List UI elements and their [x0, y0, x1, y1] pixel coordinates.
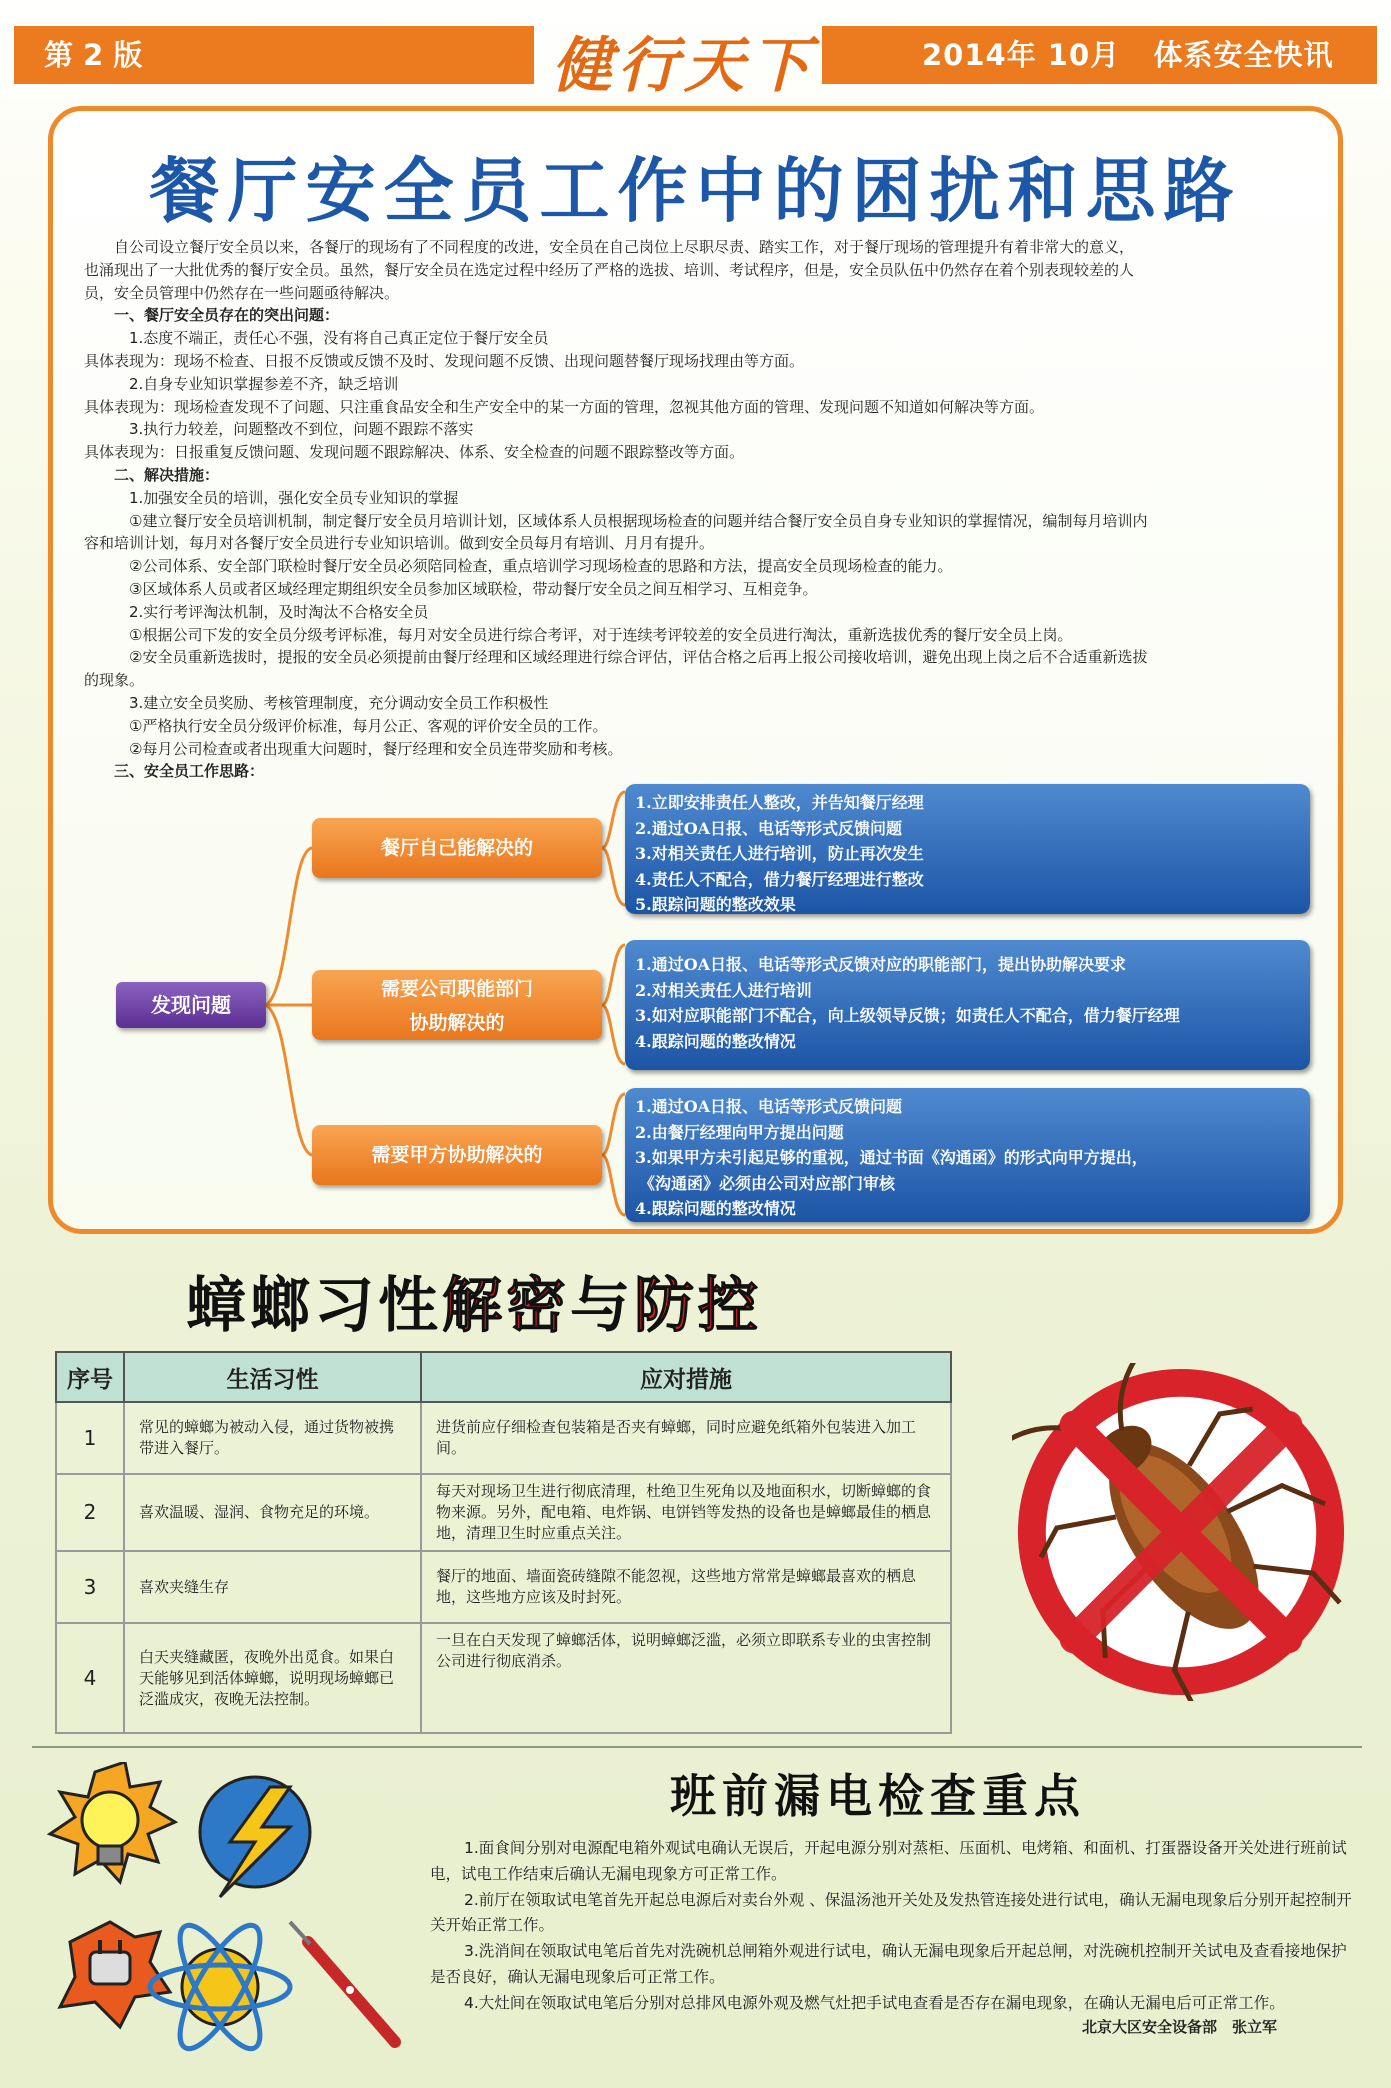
test-pen-icon [290, 1922, 395, 2042]
paragraph: 3.洗消间在领取试电笔后首先对洗碗机总闸箱外观进行试电，确认无漏电现象后开起总闸，对洗碗机控制开关试电及查看接地保护是否良好，确认无漏电现象后可正常工作。 [430, 1942, 1347, 1986]
list-item: 3.如果甲方未引起足够的重视，通过书面《沟通函》的形式向甲方提出， [635, 1148, 1148, 1167]
paragraph: 1.态度不端正，责任心不强，没有将自己真正定位于餐厅安全员 [84, 329, 549, 348]
list-item: 4.跟踪问题的整改情况 [635, 1199, 796, 1218]
branch-label: 需要甲方协助解决的 [371, 1144, 543, 1166]
paragraph: ②安全员重新选拔时，提报的安全员必须提前由餐厅经理和区域经理进行综合评估，评估合格之后再上报公司接收培训，避免出现上岗之后不合适重新选拔 [84, 648, 1148, 667]
plug-icon [60, 1922, 170, 2027]
paragraph: ①根据公司下发的安全员分级考评标准，每月对安全员进行综合考评，对于连续考评较差的安全员进行淘汰，重新选拔优秀的餐厅安全员上岗。 [84, 625, 1073, 644]
paragraph: 2.自身专业知识掌握参差不齐，缺乏培训 [84, 374, 399, 393]
light-bulb-icon [50, 1762, 175, 1882]
paragraph: ③区域体系人员或者区域经理定期组织安全员参加区域联检，带动餐厅安全员之间互相学习、互相竞争。 [84, 579, 818, 598]
table-row [56, 1623, 951, 1733]
atom-icon [150, 1915, 290, 2058]
row-number: 1 [56, 1402, 124, 1474]
title-part: 与 [570, 1271, 634, 1341]
section-heading: 二、解决措施： [84, 465, 220, 484]
paragraph: 具体表现为：日报重复反馈问题、发现问题不跟踪解决、体系、安全检查的问题不跟踪整改等方面。 [84, 443, 745, 462]
paragraph: 2.实行考评淘汰机制，及时淘汰不合格安全员 [84, 602, 429, 621]
list-item: 2.通过OA日报、电话等形式反馈问题 [635, 818, 903, 838]
section-name: 体系安全快讯 [1153, 38, 1334, 72]
masthead-title: 健行天下 [552, 31, 816, 101]
article-body [84, 236, 1374, 783]
list-item: 5.跟踪问题的整改效果 [635, 895, 796, 914]
habit-cell: 喜欢夹缝生存 [124, 1551, 421, 1623]
mindmap-root: 发现问题 [116, 982, 266, 1028]
paragraph: 也涌现出了一大批优秀的餐厅安全员。虽然，餐厅安全员在选定过程中经历了严格的选拔、培训、考试程序，但是，安全员队伍中仍然存在着个别表现较差的人 [84, 260, 1135, 279]
paragraph: 4.大灶间在领取试电笔后分别对总排风电源外观及燃气灶把手试电查看是否存在漏电现象，在确认无漏电后可正常工作。 [464, 1993, 1285, 2012]
habit-cell: 白天夹缝藏匿，夜晚外出觅食。如果白天能够见到活体蟑螂，说明现场蟑螂已泛滥成灾，夜晚无法控制。 [124, 1623, 421, 1733]
paragraph: 自公司设立餐厅安全员以来，各餐厅的现场有了不同程度的改进，安全员在自己岗位上尽职尽责、踏实工作，对于餐厅现场的管理提升有着非常大的意义， [84, 238, 1135, 256]
section-heading: 一、餐厅安全员存在的突出问题： [84, 306, 340, 325]
paragraph: ②每月公司检查或者出现重大问题时，餐厅经理和安全员连带奖励和考核。 [84, 739, 623, 758]
issue-date: 2014年 10月 [922, 38, 1121, 72]
issue-info [822, 26, 1377, 84]
author-signature: 北京大区安全设备部 张立军 [1082, 2018, 1278, 2036]
row-number: 2 [56, 1474, 124, 1551]
table-row [56, 1402, 951, 1474]
title-part: 蟑螂习性 [186, 1271, 442, 1341]
row-number: 3 [56, 1551, 124, 1623]
table-row [56, 1551, 951, 1623]
paragraph: 3.建立安全员奖励、考核管理制度，充分调动安全员工作积极性 [84, 693, 549, 712]
row-number: 4 [56, 1623, 124, 1733]
branch-label: 需要公司职能部门 [380, 978, 533, 1000]
leakage-title: 班前漏电检查重点 [670, 1769, 1086, 1823]
branch-label: 餐厅自己能解决的 [380, 837, 533, 859]
measure-cell: 进货前应仔细检查包装箱是否夹有蟑螂，同时应避免纸箱外包装进入加工间。 [421, 1402, 951, 1474]
mindmap-branch-client [312, 1125, 602, 1185]
list-item: 4.责任人不配合，借力餐厅经理进行整改 [635, 869, 924, 889]
paragraph: ①严格执行安全员分级评价标准，每月公正、客观的评价安全员的工作。 [84, 716, 608, 735]
edition-label: 第 2 版 [14, 26, 534, 84]
section-heading: 三、安全员工作思路： [84, 762, 265, 781]
list-item: 3.对相关责任人进行培训，防止再次发生 [635, 844, 924, 863]
list-item: 3.如对应职能部门不配合，向上级领导反馈；如责任人不配合，借力餐厅经理 [635, 1006, 1180, 1025]
list-item: 1.通过OA日报、电话等形式反馈问题 [635, 1097, 903, 1116]
mindmap-list-company [625, 940, 1310, 1070]
measure-cell: 一旦在白天发现了蟑螂活体，说明蟑螂泛滥，必须立即联系专业的虫害控制公司进行彻底消杀。 [421, 1623, 951, 1733]
measure-cell: 每天对现场卫生进行彻底清理，杜绝卫生死角以及地面积水，切断蟑螂的食物来源。另外，配电箱、电炸锅、电饼铛等发热的设备也是蟑螂最佳的栖息地，清理卫生时应重点关注。 [421, 1474, 951, 1551]
paragraph: 2.前厅在领取试电笔首先开起总电源后对卖台外观 、保温汤池开关处及发热管连接处进行试电，确认无漏电现象后分别开起控制开关开始正常工作。 [430, 1890, 1352, 1935]
column-header: 应对措施 [421, 1352, 951, 1402]
paragraph: 容和培训计划，每月对各餐厅安全员进行专业知识培训。做到安全员每月有培训、月月有提升。 [84, 534, 715, 553]
title-part: 解密 [442, 1271, 570, 1341]
list-item: 4.跟踪问题的整改情况 [635, 1031, 796, 1051]
paragraph: ②公司体系、安全部门联检时餐厅安全员必须陪同检查，重点培训学习现场检查的思路和方法，提高安全员现场检查的能力。 [84, 557, 953, 576]
table-row [56, 1474, 951, 1551]
paragraph: ①建立餐厅安全员培训机制，制定餐厅安全员月培训计划，区域体系人员根据现场检查的问题并结合餐厅安全员自身专业知识的掌握情况，编制每月培训内 [84, 511, 1148, 530]
column-header: 序号 [56, 1352, 124, 1402]
measure-cell: 餐厅的地面、墙面瓷砖缝隙不能忽视，这些地方常常是蟑螂最喜欢的栖息地，这些地方应该及时封死。 [421, 1551, 951, 1623]
habit-cell: 喜欢温暖、湿润、食物充足的环境。 [124, 1474, 421, 1551]
cockroach-table [55, 1351, 952, 1734]
section-divider [32, 1746, 1362, 1748]
electric-safety-illustration [40, 1762, 420, 2072]
paragraph: 1.加强安全员的培训，强化安全员专业知识的掌握 [84, 488, 459, 507]
leakage-body [430, 1836, 1355, 2017]
lightning-icon [200, 1777, 310, 1897]
paragraph: 的现象。 [84, 671, 145, 690]
paragraph: 3.执行力较差，问题整改不到位，问题不跟踪不落实 [84, 420, 474, 439]
branch-label: 协助解决的 [409, 1012, 505, 1034]
list-item: 1.立即安排责任人整改，并告知餐厅经理 [635, 793, 924, 812]
column-header: 生活习性 [124, 1352, 421, 1402]
list-item: 2.由餐厅经理向甲方提出问题 [635, 1122, 844, 1142]
no-cockroach-icon [1012, 1363, 1350, 1701]
cockroach-title [186, 1258, 762, 1344]
paragraph: 具体表现为：现场检查发现不了问题、只注重食品安全和生产安全中的某一方面的管理，忽视其他方面的管理、发现问题不知道如何解决等方面。 [84, 397, 1045, 416]
page-header [14, 26, 1377, 101]
mindmap-branch-restaurant [312, 818, 602, 878]
table-header-row [56, 1352, 951, 1402]
mindmap-branch-company [312, 970, 602, 1040]
article-title: 餐厅安全员工作中的困扰和思路 [149, 149, 1242, 232]
habit-cell: 常见的蟑螂为被动入侵，通过货物被携带进入餐厅。 [124, 1402, 421, 1474]
mindmap-list-restaurant [625, 784, 1310, 914]
list-item: 1.通过OA日报、电话等形式反馈对应的职能部门，提出协助解决要求 [635, 955, 1127, 974]
paragraph: 1.面食间分别对电源配电箱外观试电确认无误后，开起电源分别对蒸柜、压面机、电烤箱、和面机、打蛋器设备开关处进行班前试电，试电工作结束后确认无漏电现象方可正常工作。 [430, 1839, 1347, 1883]
paragraph: 具体表现为：现场不检查、日报不反馈或反馈不及时、发现问题不反馈、出现问题替餐厅现场找理由等方面。 [84, 351, 805, 370]
mindmap-list-client [625, 1088, 1310, 1222]
list-item: 《沟通函》必须由公司对应部门审核 [639, 1173, 896, 1193]
list-item: 2.对相关责任人进行培训 [635, 980, 812, 1000]
title-part: 防控 [634, 1271, 762, 1341]
paragraph: 员，安全员管理中仍然存在一些问题亟待解决。 [84, 283, 400, 302]
